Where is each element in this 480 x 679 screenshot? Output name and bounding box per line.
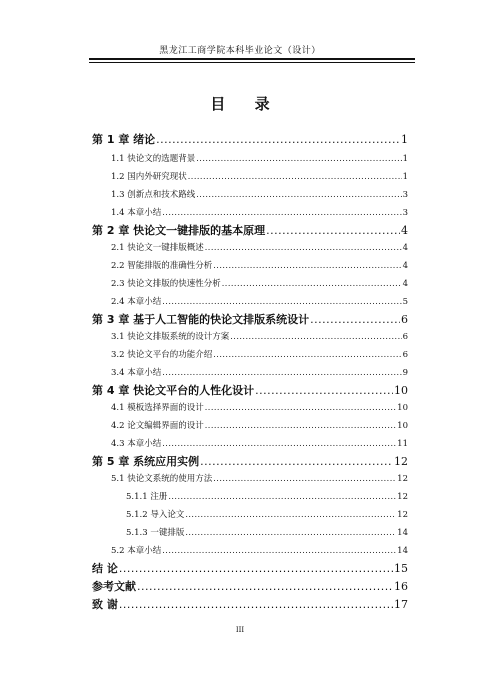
toc-entry-page: 11 (397, 439, 408, 449)
toc-entry[interactable] (111, 152, 408, 164)
toc-entry-label: 参考文献 (92, 580, 136, 593)
toc-leader-dots (162, 368, 401, 377)
toc-leader-dots (119, 598, 393, 611)
toc-entry[interactable] (111, 366, 408, 378)
toc-entry-label: 3.2 快论文平台的功能介绍 (111, 350, 213, 360)
toc-leader-dots (200, 455, 393, 468)
toc-entry[interactable] (92, 311, 408, 327)
toc-leader-dots (205, 421, 396, 430)
toc-entry-label: 5.1 快论文系统的使用方法 (111, 474, 213, 484)
toc-entry-label: 5.1.3 一键排版 (126, 528, 185, 538)
toc-entry-page: 15 (394, 562, 408, 575)
toc-entry-page: 16 (394, 580, 408, 593)
toc-entry-page: 3 (402, 190, 408, 200)
toc-entry-label: 1.4 本章小结 (111, 208, 162, 218)
toc-leader-dots (196, 154, 401, 163)
toc-entry-label: 4.1 模板选择界面的设计 (111, 403, 204, 413)
toc-entry-page: 14 (397, 528, 408, 538)
toc-entry-page: 3 (402, 208, 408, 218)
toc-entry-page: 6 (402, 350, 408, 360)
toc-entry[interactable] (92, 222, 408, 238)
toc-entry[interactable] (111, 241, 408, 253)
toc-entry-page: 10 (397, 403, 408, 413)
toc-entry[interactable] (111, 259, 408, 271)
toc-leader-dots (162, 208, 401, 217)
toc-entry[interactable] (111, 472, 408, 484)
toc-entry-label: 2.4 本章小结 (111, 297, 162, 307)
toc-leader-dots (205, 243, 402, 252)
toc-entry-page: 9 (402, 368, 408, 378)
toc-entry-label: 5.1.2 导入论文 (126, 510, 185, 520)
toc-entry-page: 4 (402, 261, 408, 271)
toc-leader-dots (213, 474, 396, 483)
toc-entry[interactable] (111, 348, 408, 360)
toc-entry-label: 4.3 本章小结 (111, 439, 162, 449)
toc-entry[interactable] (111, 401, 408, 413)
toc-entry-page: 10 (394, 384, 408, 397)
toc-entry-page: 10 (397, 421, 408, 431)
toc-entry-label: 第 5 章 系统应用实例 (92, 455, 200, 468)
toc-entry[interactable] (92, 131, 408, 147)
toc-entry-label: 第 1 章 绪论 (92, 133, 156, 146)
toc-entry-page: 1 (402, 154, 408, 164)
page-number: III (235, 626, 245, 634)
toc-entry-page: 1 (401, 133, 408, 146)
toc-entry-page: 12 (397, 474, 408, 484)
toc-leader-dots (230, 332, 401, 341)
toc-entry-label: 2.3 快论文排版的快速性分析 (111, 279, 221, 289)
toc-leader-dots (205, 403, 396, 412)
toc-entry[interactable] (92, 596, 408, 612)
toc-entry[interactable] (111, 437, 408, 449)
toc-entry-label: 2.2 智能排版的准确性分析 (111, 261, 213, 271)
toc-entry[interactable] (126, 526, 408, 538)
toc-leader-dots (266, 224, 400, 237)
toc-entry-label: 第 4 章 快论文平台的人性化设计 (92, 384, 255, 397)
toc-leader-dots (196, 190, 401, 199)
toc-entry-label: 3.1 快论文排版系统的设计方案 (111, 332, 230, 342)
toc-entry-label: 第 3 章 基于人工智能的快论文排版系统设计 (92, 313, 310, 326)
toc-entry[interactable] (111, 188, 408, 200)
toc-leader-dots (185, 528, 396, 537)
toc-entry-label: 3.4 本章小结 (111, 368, 162, 378)
toc-entry[interactable] (111, 295, 408, 307)
toc-leader-dots (168, 492, 396, 501)
toc-entry-label: 1.1 快论文的选题背景 (111, 154, 196, 164)
toc-entry-page: 14 (397, 546, 408, 556)
toc-leader-dots (185, 510, 396, 519)
toc-entry[interactable] (92, 453, 408, 469)
toc-entry[interactable] (111, 544, 408, 556)
toc-entry-page: 12 (397, 492, 408, 502)
toc-entry-page: 17 (394, 598, 408, 611)
toc-entry-label: 1.3 创新点和技术路线 (111, 190, 196, 200)
toc-entry-page: 5 (402, 297, 408, 307)
toc-entry[interactable] (92, 578, 408, 594)
toc-leader-dots (156, 133, 400, 146)
toc-entry-page: 4 (402, 279, 408, 289)
toc-leader-dots (222, 279, 402, 288)
toc-entry-page: 6 (401, 313, 408, 326)
toc-leader-dots (162, 546, 396, 555)
toc-entry-label: 结 论 (92, 562, 118, 575)
toc-leader-dots (137, 580, 393, 593)
toc-entry-label: 2.1 快论文一键排版概述 (111, 243, 204, 253)
toc-leader-dots (213, 350, 401, 359)
toc-leader-dots (119, 562, 393, 575)
toc-entry[interactable] (111, 419, 408, 431)
toc-entry-page: 4 (401, 224, 408, 237)
toc-entry[interactable] (111, 277, 408, 289)
toc-entry[interactable] (111, 330, 408, 342)
toc-entry[interactable] (126, 490, 408, 502)
toc-leader-dots (310, 313, 400, 326)
toc-entry[interactable] (92, 560, 408, 576)
toc-entry-page: 4 (402, 243, 408, 253)
toc-leader-dots (213, 261, 401, 270)
toc-entry[interactable] (92, 382, 408, 398)
toc-entry[interactable] (111, 170, 408, 182)
toc-entry-page: 12 (397, 510, 408, 520)
toc-entry-page: 12 (394, 455, 408, 468)
toc-entry-page: 1 (402, 172, 408, 182)
toc-leader-dots (188, 172, 402, 181)
toc-title: 目 录 (210, 95, 282, 113)
toc-entry-label: 致 谢 (92, 598, 118, 611)
toc-entry-label: 1.2 国内外研究现状 (111, 172, 187, 182)
toc-entry-page: 6 (402, 332, 408, 342)
toc-leader-dots (255, 384, 393, 397)
toc-entry[interactable] (111, 206, 408, 218)
toc-entry-label: 5.1.1 注册 (126, 492, 168, 502)
toc-entry[interactable] (126, 508, 408, 520)
running-header: 黑龙江工商学院本科毕业论文（设计） (159, 46, 321, 56)
toc-entry-label: 4.2 论文编辑界面的设计 (111, 421, 204, 431)
toc-entry-label: 第 2 章 快论文一键排版的基本原理 (92, 224, 266, 237)
toc-entry-label: 5.2 本章小结 (111, 546, 162, 556)
toc-leader-dots (162, 297, 401, 306)
toc-leader-dots (162, 439, 396, 448)
